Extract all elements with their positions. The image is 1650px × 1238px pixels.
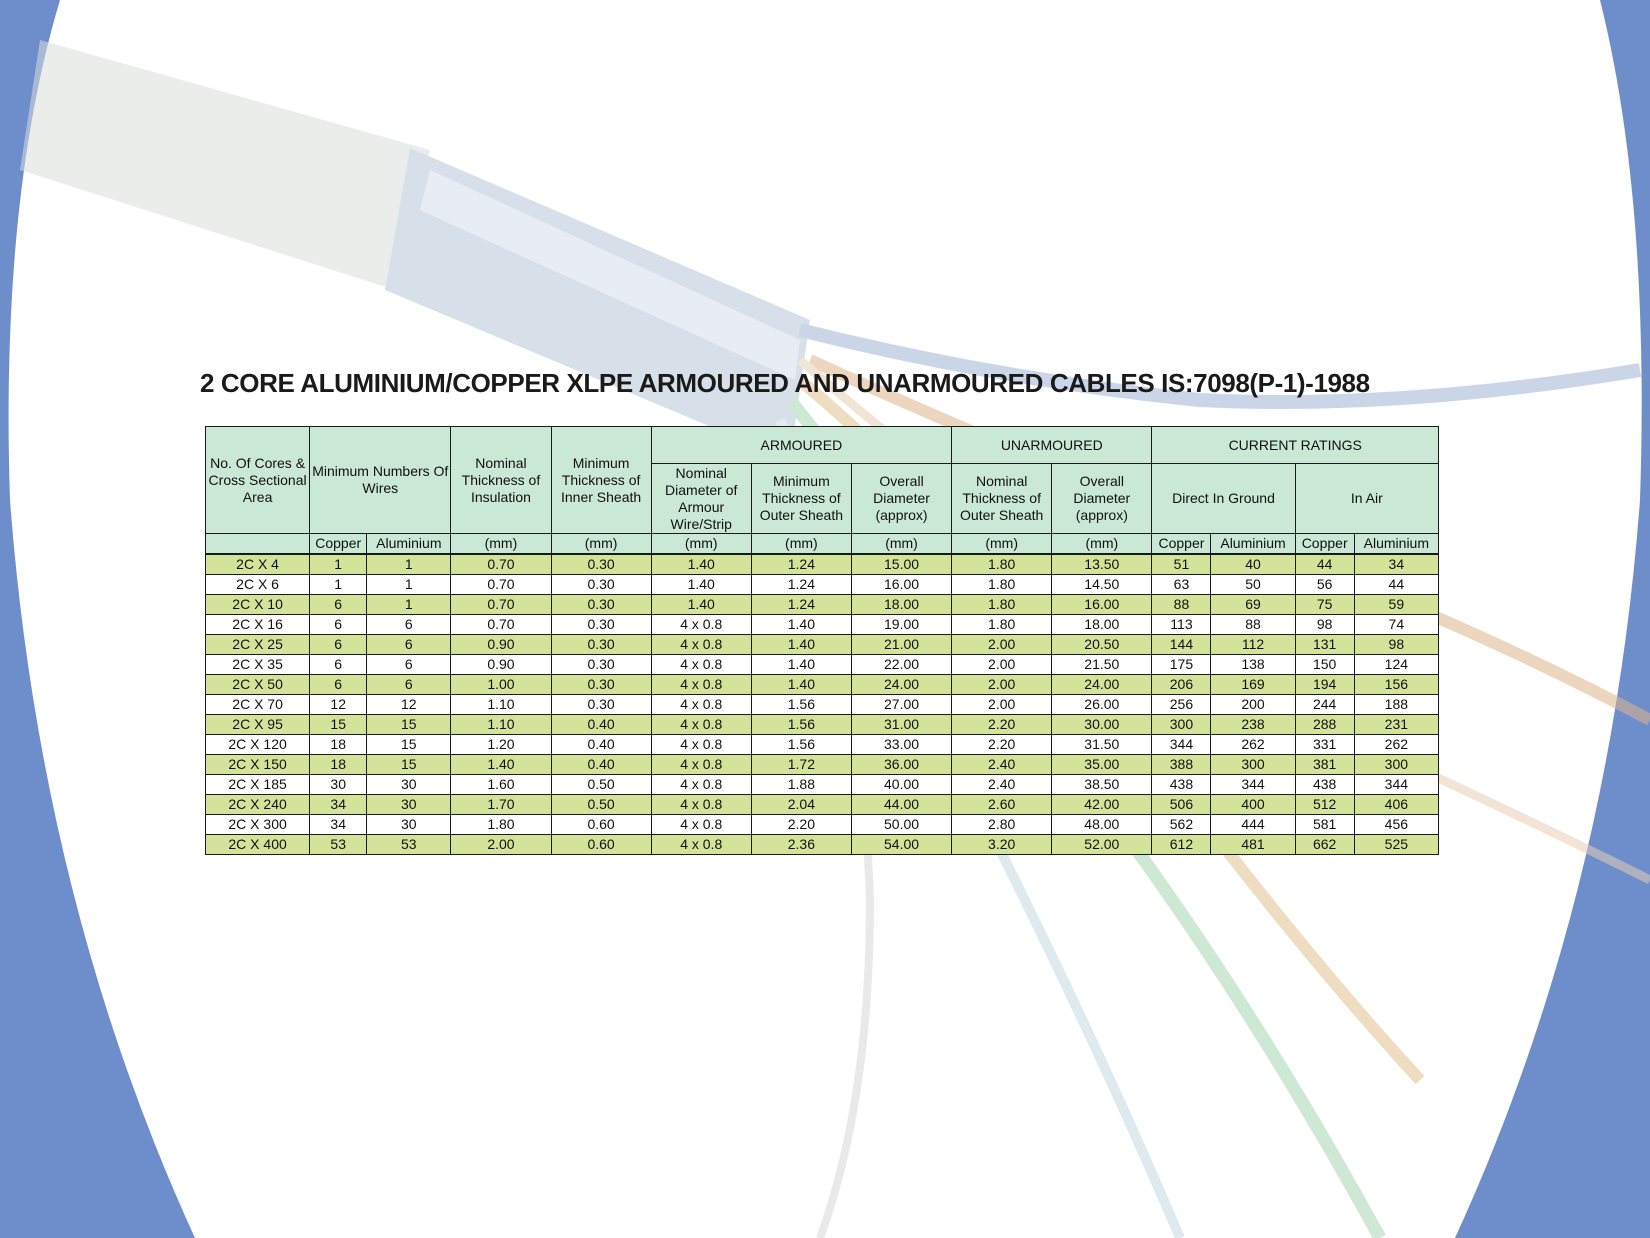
cell-air-aluminium: 406 [1354, 795, 1438, 815]
cell-arm-overall-dia: 22.00 [851, 655, 951, 675]
cell-insulation: 1.10 [451, 695, 551, 715]
cell-ground-aluminium: 238 [1211, 715, 1295, 735]
cell-arm-outer-sheath: 1.56 [751, 735, 851, 755]
cell-arm-overall-dia: 21.00 [851, 635, 951, 655]
cell-air-copper: 662 [1295, 835, 1354, 855]
cell-wires-aluminium: 30 [367, 775, 451, 795]
cell-cores: 2C X 25 [206, 635, 310, 655]
cell-arm-outer-sheath: 2.36 [751, 835, 851, 855]
cell-unarm-overall-dia: 13.50 [1052, 554, 1152, 575]
group-header-current-ratings: CURRENT RATINGS [1152, 427, 1439, 464]
cell-unarm-overall-dia: 35.00 [1052, 755, 1152, 775]
table-row [206, 775, 1439, 795]
unit-air-aluminium: Aluminium [1354, 534, 1438, 555]
cell-unarm-overall-dia: 30.00 [1052, 715, 1152, 735]
cell-air-copper: 131 [1295, 635, 1354, 655]
cell-insulation: 0.90 [451, 655, 551, 675]
cell-arm-overall-dia: 18.00 [851, 595, 951, 615]
cell-arm-overall-dia: 31.00 [851, 715, 951, 735]
cell-unarm-overall-dia: 16.00 [1052, 595, 1152, 615]
cell-cores: 2C X 70 [206, 695, 310, 715]
col-header-armour-diameter: Nominal Diameter of Armour Wire/Strip [651, 464, 751, 534]
cell-cores: 2C X 185 [206, 775, 310, 795]
cell-wires-copper: 53 [310, 835, 367, 855]
cell-air-copper: 381 [1295, 755, 1354, 775]
cell-ground-copper: 63 [1152, 575, 1211, 595]
cell-unarm-outer-sheath: 2.00 [952, 695, 1052, 715]
cell-unarm-overall-dia: 48.00 [1052, 815, 1152, 835]
cell-wires-copper: 6 [310, 635, 367, 655]
unit-inner-sheath-mm: (mm) [551, 534, 651, 555]
cell-inner-sheath: 0.30 [551, 695, 651, 715]
cell-wires-copper: 18 [310, 735, 367, 755]
cell-wires-copper: 15 [310, 715, 367, 735]
cell-ground-aluminium: 200 [1211, 695, 1295, 715]
cell-wires-aluminium: 1 [367, 575, 451, 595]
cell-wires-aluminium: 1 [367, 595, 451, 615]
cell-armour-dia: 1.40 [651, 554, 751, 575]
cell-armour-dia: 4 x 0.8 [651, 775, 751, 795]
cell-cores: 2C X 10 [206, 595, 310, 615]
cell-arm-outer-sheath: 1.24 [751, 575, 851, 595]
col-header-inner-sheath: Minimum Thickness of Inner Sheath [551, 427, 651, 534]
cell-ground-aluminium: 88 [1211, 615, 1295, 635]
cell-ground-aluminium: 481 [1211, 835, 1295, 855]
cell-insulation: 1.40 [451, 755, 551, 775]
cell-wires-copper: 34 [310, 795, 367, 815]
cell-air-copper: 44 [1295, 554, 1354, 575]
cell-inner-sheath: 0.40 [551, 735, 651, 755]
col-header-unarmoured-outer-sheath: Nominal Thickness of Outer Sheath [952, 464, 1052, 534]
unit-unarm-outer-sheath-mm: (mm) [952, 534, 1052, 555]
cell-wires-copper: 6 [310, 655, 367, 675]
cell-cores: 2C X 240 [206, 795, 310, 815]
cell-air-aluminium: 231 [1354, 715, 1438, 735]
cell-arm-outer-sheath: 1.24 [751, 595, 851, 615]
cell-air-copper: 288 [1295, 715, 1354, 735]
table-row [206, 815, 1439, 835]
cell-air-copper: 438 [1295, 775, 1354, 795]
cell-armour-dia: 4 x 0.8 [651, 815, 751, 835]
cell-cores: 2C X 95 [206, 715, 310, 735]
cell-arm-outer-sheath: 1.56 [751, 715, 851, 735]
cell-unarm-overall-dia: 20.50 [1052, 635, 1152, 655]
cell-air-aluminium: 156 [1354, 675, 1438, 695]
cell-insulation: 1.70 [451, 795, 551, 815]
cell-unarm-overall-dia: 14.50 [1052, 575, 1152, 595]
table-row [206, 735, 1439, 755]
cell-wires-copper: 18 [310, 755, 367, 775]
table-row [206, 755, 1439, 775]
cell-inner-sheath: 0.60 [551, 835, 651, 855]
cell-wires-copper: 34 [310, 815, 367, 835]
cell-armour-dia: 4 x 0.8 [651, 655, 751, 675]
cell-arm-overall-dia: 19.00 [851, 615, 951, 635]
cell-unarm-outer-sheath: 2.60 [952, 795, 1052, 815]
cell-arm-outer-sheath: 2.04 [751, 795, 851, 815]
cell-arm-overall-dia: 54.00 [851, 835, 951, 855]
cell-cores: 2C X 300 [206, 815, 310, 835]
cell-air-copper: 194 [1295, 675, 1354, 695]
cell-insulation: 1.80 [451, 815, 551, 835]
cell-unarm-overall-dia: 24.00 [1052, 675, 1152, 695]
cell-ground-aluminium: 112 [1211, 635, 1295, 655]
cable-spec-table [205, 426, 1439, 855]
cell-wires-copper: 6 [310, 615, 367, 635]
cell-inner-sheath: 0.30 [551, 554, 651, 575]
cell-arm-overall-dia: 24.00 [851, 675, 951, 695]
cell-ground-aluminium: 69 [1211, 595, 1295, 615]
cell-armour-dia: 1.40 [651, 575, 751, 595]
unit-ground-aluminium: Aluminium [1211, 534, 1295, 555]
cell-inner-sheath: 0.30 [551, 675, 651, 695]
cell-ground-aluminium: 262 [1211, 735, 1295, 755]
cell-wires-aluminium: 6 [367, 615, 451, 635]
cell-inner-sheath: 0.60 [551, 815, 651, 835]
group-header-unarmoured: UNARMOURED [952, 427, 1152, 464]
cell-unarm-overall-dia: 38.50 [1052, 775, 1152, 795]
cell-insulation: 1.60 [451, 775, 551, 795]
cell-insulation: 2.00 [451, 835, 551, 855]
cell-ground-copper: 88 [1152, 595, 1211, 615]
cell-cores: 2C X 35 [206, 655, 310, 675]
cell-ground-copper: 388 [1152, 755, 1211, 775]
unit-air-copper: Copper [1295, 534, 1354, 555]
cell-arm-outer-sheath: 1.40 [751, 615, 851, 635]
header-row-units [206, 534, 1439, 555]
cell-air-aluminium: 124 [1354, 655, 1438, 675]
cell-unarm-outer-sheath: 1.80 [952, 575, 1052, 595]
cell-cores: 2C X 150 [206, 755, 310, 775]
cell-air-aluminium: 74 [1354, 615, 1438, 635]
cell-air-copper: 331 [1295, 735, 1354, 755]
cell-wires-copper: 1 [310, 575, 367, 595]
cell-cores: 2C X 16 [206, 615, 310, 635]
cell-air-aluminium: 34 [1354, 554, 1438, 575]
cell-unarm-outer-sheath: 2.00 [952, 675, 1052, 695]
cell-wires-copper: 6 [310, 675, 367, 695]
header-row-groups [206, 427, 1439, 464]
cell-wires-aluminium: 15 [367, 715, 451, 735]
cell-ground-copper: 175 [1152, 655, 1211, 675]
cell-inner-sheath: 0.30 [551, 615, 651, 635]
cell-insulation: 0.70 [451, 615, 551, 635]
cell-armour-dia: 4 x 0.8 [651, 635, 751, 655]
unit-wires-aluminium: Aluminium [367, 534, 451, 555]
cell-cores: 2C X 50 [206, 675, 310, 695]
cell-cores: 2C X 400 [206, 835, 310, 855]
cell-ground-aluminium: 300 [1211, 755, 1295, 775]
cell-ground-copper: 51 [1152, 554, 1211, 575]
cell-ground-copper: 562 [1152, 815, 1211, 835]
cell-armour-dia: 4 x 0.8 [651, 735, 751, 755]
cell-wires-aluminium: 30 [367, 795, 451, 815]
cell-arm-overall-dia: 15.00 [851, 554, 951, 575]
cell-arm-overall-dia: 27.00 [851, 695, 951, 715]
cell-arm-overall-dia: 40.00 [851, 775, 951, 795]
cell-air-copper: 244 [1295, 695, 1354, 715]
table-row [206, 554, 1439, 575]
cell-ground-aluminium: 444 [1211, 815, 1295, 835]
table-body [206, 554, 1439, 855]
cell-arm-outer-sheath: 1.40 [751, 655, 851, 675]
cell-wires-copper: 12 [310, 695, 367, 715]
cell-unarm-outer-sheath: 2.20 [952, 735, 1052, 755]
col-header-cores: No. Of Cores & Cross Sectional Area [206, 427, 310, 534]
cell-unarm-outer-sheath: 2.00 [952, 635, 1052, 655]
cell-air-aluminium: 525 [1354, 835, 1438, 855]
cell-ground-copper: 612 [1152, 835, 1211, 855]
table-row [206, 575, 1439, 595]
cell-arm-overall-dia: 16.00 [851, 575, 951, 595]
col-header-armoured-overall-diameter: Overall Diameter (approx) [851, 464, 951, 534]
cell-unarm-outer-sheath: 2.20 [952, 715, 1052, 735]
cell-unarm-overall-dia: 52.00 [1052, 835, 1152, 855]
cell-air-copper: 581 [1295, 815, 1354, 835]
cell-inner-sheath: 0.30 [551, 635, 651, 655]
col-header-insulation: Nominal Thickness of Insulation [451, 427, 551, 534]
cell-arm-outer-sheath: 1.88 [751, 775, 851, 795]
cell-ground-copper: 506 [1152, 795, 1211, 815]
cell-unarm-outer-sheath: 2.40 [952, 755, 1052, 775]
cell-inner-sheath: 0.30 [551, 575, 651, 595]
cell-arm-overall-dia: 50.00 [851, 815, 951, 835]
cell-air-aluminium: 59 [1354, 595, 1438, 615]
cell-air-copper: 512 [1295, 795, 1354, 815]
cell-unarm-outer-sheath: 1.80 [952, 615, 1052, 635]
cell-insulation: 1.00 [451, 675, 551, 695]
cell-wires-aluminium: 15 [367, 735, 451, 755]
cell-wires-aluminium: 30 [367, 815, 451, 835]
cell-air-aluminium: 300 [1354, 755, 1438, 775]
cell-inner-sheath: 0.50 [551, 795, 651, 815]
cell-wires-copper: 6 [310, 595, 367, 615]
cell-insulation: 0.70 [451, 554, 551, 575]
cell-wires-aluminium: 12 [367, 695, 451, 715]
unit-insulation-mm: (mm) [451, 534, 551, 555]
cell-air-aluminium: 456 [1354, 815, 1438, 835]
cell-arm-outer-sheath: 1.72 [751, 755, 851, 775]
cell-ground-copper: 344 [1152, 735, 1211, 755]
cell-ground-aluminium: 344 [1211, 775, 1295, 795]
cell-cores: 2C X 4 [206, 554, 310, 575]
cell-wires-copper: 1 [310, 554, 367, 575]
unit-arm-outer-sheath-mm: (mm) [751, 534, 851, 555]
cell-unarm-outer-sheath: 2.40 [952, 775, 1052, 795]
unit-unarm-overall-dia-mm: (mm) [1052, 534, 1152, 555]
cell-unarm-overall-dia: 18.00 [1052, 615, 1152, 635]
cell-inner-sheath: 0.50 [551, 775, 651, 795]
cell-air-aluminium: 344 [1354, 775, 1438, 795]
unit-arm-overall-dia-mm: (mm) [851, 534, 951, 555]
cell-unarm-outer-sheath: 2.80 [952, 815, 1052, 835]
unit-wires-copper: Copper [310, 534, 367, 555]
cell-air-copper: 98 [1295, 615, 1354, 635]
cell-ground-aluminium: 169 [1211, 675, 1295, 695]
cell-arm-outer-sheath: 2.20 [751, 815, 851, 835]
table-row [206, 655, 1439, 675]
cell-ground-copper: 113 [1152, 615, 1211, 635]
table-row [206, 595, 1439, 615]
cell-inner-sheath: 0.40 [551, 715, 651, 735]
cell-air-aluminium: 262 [1354, 735, 1438, 755]
cell-insulation: 0.90 [451, 635, 551, 655]
cell-insulation: 0.70 [451, 595, 551, 615]
page-title: 2 CORE ALUMINIUM/COPPER XLPE ARMOURED AND UNARMOURED CABLES IS:7098(P-1)-1988 [200, 368, 1370, 398]
cell-wires-aluminium: 53 [367, 835, 451, 855]
cell-unarm-outer-sheath: 2.00 [952, 655, 1052, 675]
cell-air-copper: 150 [1295, 655, 1354, 675]
cell-cores: 2C X 120 [206, 735, 310, 755]
cell-unarm-overall-dia: 42.00 [1052, 795, 1152, 815]
cell-arm-outer-sheath: 1.40 [751, 675, 851, 695]
cell-armour-dia: 4 x 0.8 [651, 695, 751, 715]
cell-air-aluminium: 44 [1354, 575, 1438, 595]
cell-ground-aluminium: 400 [1211, 795, 1295, 815]
table-row [206, 635, 1439, 655]
cell-ground-aluminium: 50 [1211, 575, 1295, 595]
col-header-direct-in-ground: Direct In Ground [1152, 464, 1295, 534]
cell-air-aluminium: 188 [1354, 695, 1438, 715]
cell-insulation: 0.70 [451, 575, 551, 595]
cell-armour-dia: 4 x 0.8 [651, 675, 751, 695]
cell-unarm-overall-dia: 26.00 [1052, 695, 1152, 715]
cell-armour-dia: 4 x 0.8 [651, 755, 751, 775]
col-header-in-air: In Air [1295, 464, 1438, 534]
cell-inner-sheath: 0.40 [551, 755, 651, 775]
col-header-wires: Minimum Numbers Of Wires [310, 427, 451, 534]
cell-arm-outer-sheath: 1.40 [751, 635, 851, 655]
table-row [206, 795, 1439, 815]
table-row [206, 675, 1439, 695]
cell-arm-outer-sheath: 1.24 [751, 554, 851, 575]
cell-ground-aluminium: 40 [1211, 554, 1295, 575]
cell-armour-dia: 4 x 0.8 [651, 715, 751, 735]
cell-armour-dia: 4 x 0.8 [651, 835, 751, 855]
cell-inner-sheath: 0.30 [551, 655, 651, 675]
cell-ground-aluminium: 138 [1211, 655, 1295, 675]
unit-armour-dia-mm: (mm) [651, 534, 751, 555]
unit-ground-copper: Copper [1152, 534, 1211, 555]
cell-insulation: 1.20 [451, 735, 551, 755]
cell-ground-copper: 438 [1152, 775, 1211, 795]
cell-wires-aluminium: 6 [367, 655, 451, 675]
col-header-unarmoured-overall-diameter: Overall Diameter (approx) [1052, 464, 1152, 534]
cell-arm-overall-dia: 44.00 [851, 795, 951, 815]
cell-armour-dia: 4 x 0.8 [651, 615, 751, 635]
cell-unarm-overall-dia: 31.50 [1052, 735, 1152, 755]
cell-air-copper: 56 [1295, 575, 1354, 595]
cell-arm-overall-dia: 33.00 [851, 735, 951, 755]
group-header-armoured: ARMOURED [651, 427, 951, 464]
unit-cores-blank [206, 534, 310, 555]
cell-unarm-outer-sheath: 3.20 [952, 835, 1052, 855]
table-row [206, 695, 1439, 715]
cell-wires-aluminium: 1 [367, 554, 451, 575]
table-row [206, 615, 1439, 635]
cell-inner-sheath: 0.30 [551, 595, 651, 615]
cell-arm-overall-dia: 36.00 [851, 755, 951, 775]
cell-ground-copper: 144 [1152, 635, 1211, 655]
col-header-armoured-outer-sheath: Minimum Thickness of Outer Sheath [751, 464, 851, 534]
cell-wires-copper: 30 [310, 775, 367, 795]
cell-unarm-outer-sheath: 1.80 [952, 595, 1052, 615]
cell-unarm-overall-dia: 21.50 [1052, 655, 1152, 675]
table-row [206, 715, 1439, 735]
cell-wires-aluminium: 6 [367, 675, 451, 695]
cell-air-aluminium: 98 [1354, 635, 1438, 655]
cell-ground-copper: 206 [1152, 675, 1211, 695]
cell-unarm-outer-sheath: 1.80 [952, 554, 1052, 575]
cell-armour-dia: 4 x 0.8 [651, 795, 751, 815]
cell-wires-aluminium: 6 [367, 635, 451, 655]
cell-wires-aluminium: 15 [367, 755, 451, 775]
cell-cores: 2C X 6 [206, 575, 310, 595]
cell-arm-outer-sheath: 1.56 [751, 695, 851, 715]
cell-air-copper: 75 [1295, 595, 1354, 615]
cell-insulation: 1.10 [451, 715, 551, 735]
table-row [206, 835, 1439, 855]
cell-armour-dia: 1.40 [651, 595, 751, 615]
cell-ground-copper: 300 [1152, 715, 1211, 735]
cell-ground-copper: 256 [1152, 695, 1211, 715]
